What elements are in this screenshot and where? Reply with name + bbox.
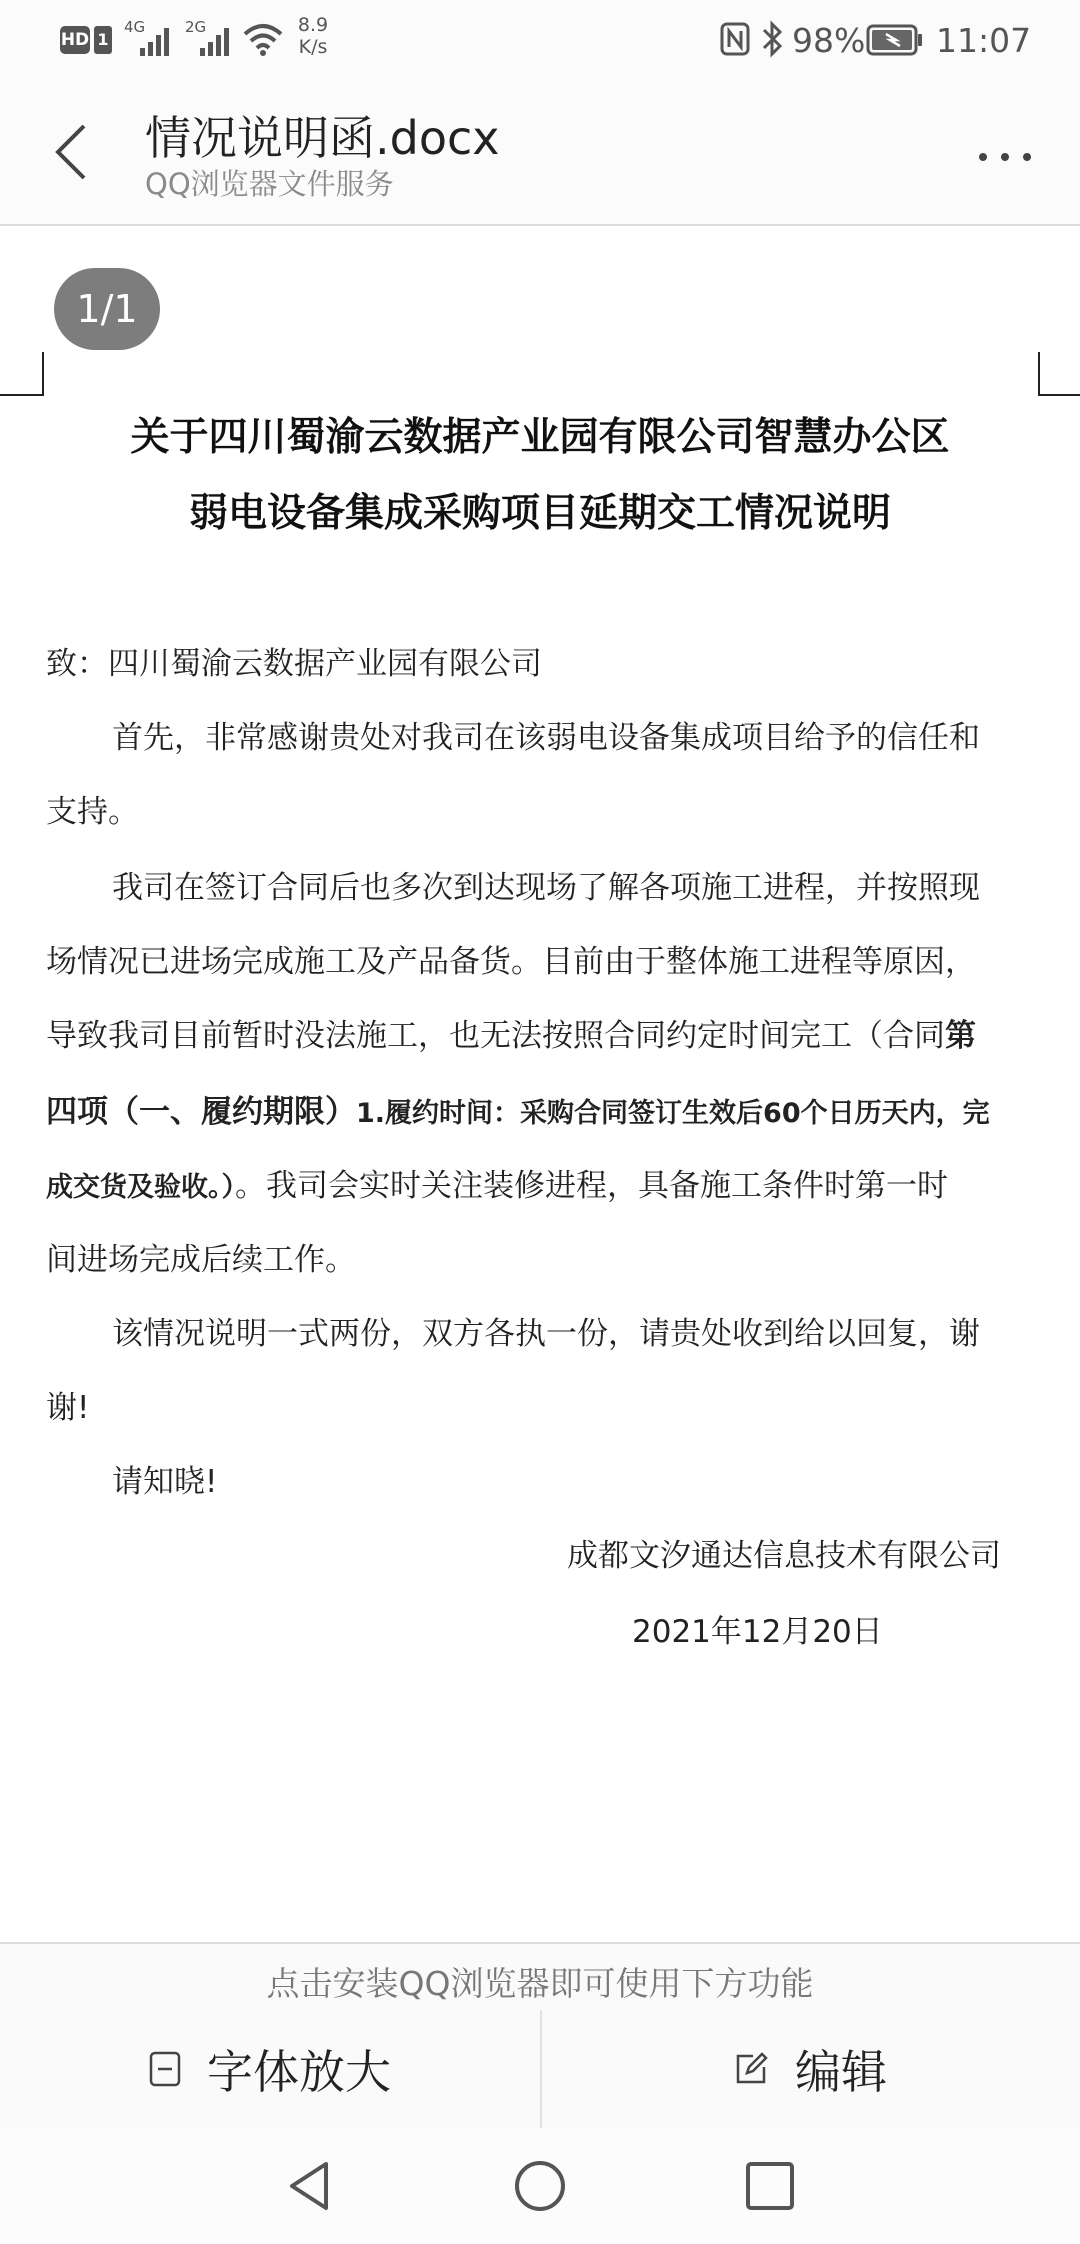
signal-icon <box>140 24 176 56</box>
font-size-icon <box>149 2051 181 2087</box>
install-browser-banner[interactable] <box>0 1942 1080 2012</box>
hd-icon: HD <box>60 26 90 54</box>
edit-label: 编辑 <box>795 2045 887 2099</box>
paragraph2-line5 <box>46 1160 948 1205</box>
edit-icon <box>733 2051 769 2087</box>
paragraph1-line1: 首先，非常感谢贵处对我司在该弱电设备集成项目给予的信任和 <box>112 720 980 756</box>
paragraph2-line2: 场情况已进场完成施工及产品备货。目前由于整体施工进程等原因， <box>46 944 976 980</box>
speed-value: 8.9 <box>297 14 329 36</box>
network-type-2g: 2G <box>185 18 207 36</box>
paragraph2-line5-bold: 成交货及验收。） <box>46 1172 235 1203</box>
more-icon[interactable] <box>975 142 1035 172</box>
nav-back-icon[interactable] <box>280 2156 340 2216</box>
paragraph2-line1: 我司在签订合同后也多次到达现场了解各项施工进程，并按照现 <box>112 870 980 906</box>
signal-icon <box>200 24 236 56</box>
network-speed <box>290 14 336 58</box>
edit-button[interactable] <box>540 2010 1080 2128</box>
salutation: 致：四川蜀渝云数据产业园有限公司 <box>46 646 542 682</box>
signature-date: 2021年12月20日 <box>632 1614 883 1650</box>
install-browser-text: 点击安装QQ浏览器即可使用下方功能 <box>266 1964 814 2003</box>
paragraph2-line3 <box>46 1010 976 1055</box>
paragraph2-line4-bold-a: 四项（一、履约期限） <box>46 1094 356 1130</box>
bluetooth-icon <box>760 20 784 58</box>
page-corner-mark-left <box>0 352 44 396</box>
app-header <box>0 82 1080 226</box>
sim-icon: 1 <box>94 26 112 54</box>
file-title: 情况说明函.docx <box>145 111 500 165</box>
paragraph2-line3-bold: 第 <box>945 1018 976 1054</box>
nav-recents-icon[interactable] <box>740 2156 800 2216</box>
speed-unit: K/s <box>298 36 328 58</box>
battery-percent: 98% <box>792 21 866 60</box>
action-bar <box>0 2010 1080 2128</box>
closing-line: 请知晓! <box>112 1464 218 1500</box>
paragraph2-line4-bold-b: 1.履约时间：采购合同签订生效后60个日历天内，完 <box>356 1098 990 1129</box>
paragraph3-line1: 该情况说明一式两份，双方各执一份，请贵处收到给以回复，谢 <box>112 1316 980 1352</box>
back-icon[interactable] <box>50 122 90 182</box>
wifi-icon <box>243 22 283 56</box>
document-title-line1: 关于四川蜀渝云数据产业园有限公司智慧办公区 <box>130 415 950 460</box>
nav-home-icon[interactable] <box>510 2156 570 2216</box>
clock: 11:07 <box>936 21 1032 60</box>
network-type-4g: 4G <box>124 18 146 36</box>
paragraph2-line5-text: 。我司会实时关注装修进程，具备施工条件时第一时 <box>235 1168 948 1204</box>
nfc-icon <box>720 22 750 56</box>
file-service-subtitle: QQ浏览器文件服务 <box>145 167 394 201</box>
page-indicator: 1/1 <box>54 268 160 350</box>
system-navigation-bar <box>0 2128 1080 2244</box>
paragraph1-line2: 支持。 <box>46 794 139 830</box>
font-enlarge-button[interactable] <box>0 2010 542 2128</box>
battery-icon <box>866 24 924 56</box>
document-title-line2: 弱电设备集成采购项目延期交工情况说明 <box>188 491 891 536</box>
paragraph2-line6: 间进场完成后续工作。 <box>46 1242 356 1278</box>
paragraph2-line4 <box>46 1086 990 1131</box>
signature-company: 成都文汐通达信息技术有限公司 <box>567 1538 1001 1574</box>
font-enlarge-label: 字体放大 <box>207 2045 391 2099</box>
status-bar <box>0 0 1080 82</box>
paragraph3-line2: 谢! <box>46 1390 90 1426</box>
page-corner-mark-right <box>1038 352 1080 396</box>
paragraph2-line3-text: 导致我司目前暂时没法施工，也无法按照合同约定时间完工（合同 <box>46 1018 945 1054</box>
